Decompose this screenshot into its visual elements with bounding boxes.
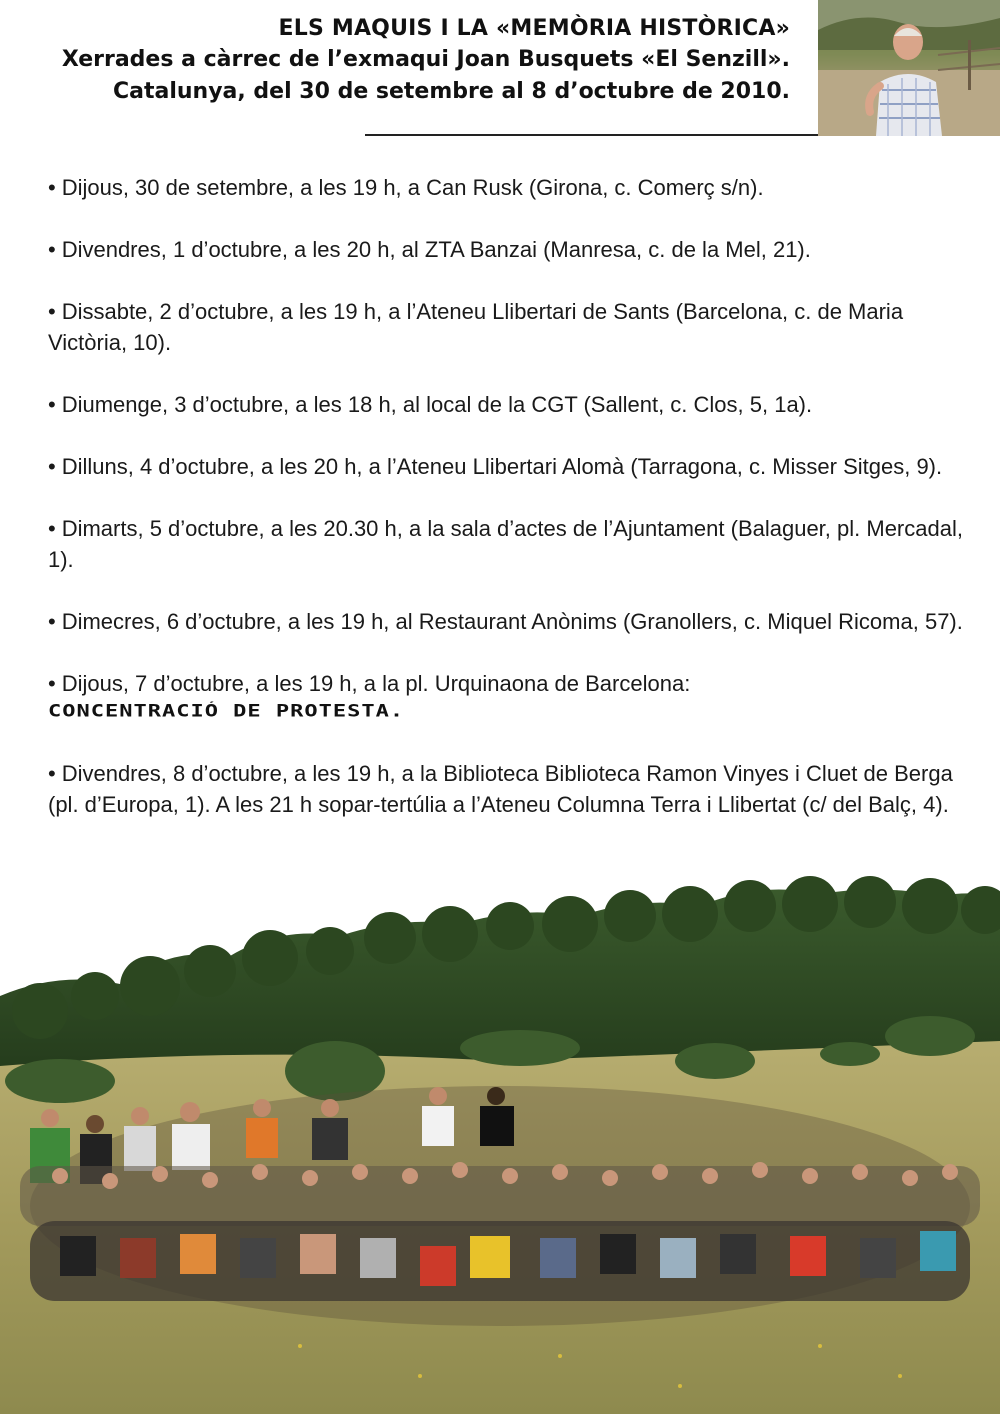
event-item xyxy=(48,606,978,637)
event-text: Diumenge, 3 d’octubre, a les 18 h, al local de la CGT (Sallent, c. Clos, 5, 1a). xyxy=(61,392,813,417)
bullet: • xyxy=(48,175,56,200)
event-text: Dilluns, 4 d’octubre, a les 20 h, a l’Ateneu Llibertari Alomà (Tarragona, c. Misser Sitges, 9). xyxy=(61,454,943,479)
event-item xyxy=(48,172,978,203)
bullet: • xyxy=(48,761,56,786)
group-photo xyxy=(0,876,1000,1414)
bullet: • xyxy=(48,299,56,324)
event-list xyxy=(48,172,978,851)
bullet: • xyxy=(48,671,56,696)
event-item xyxy=(48,234,978,265)
event-item xyxy=(48,296,978,358)
protest-highlight: CONCENTRACIÓ DE PROTESTA. xyxy=(48,702,405,721)
event-text: Dissabte, 2 d’octubre, a les 19 h, a l’Ateneu Llibertari de Sants (Barcelona, c. de Maria Victòria, 10). xyxy=(48,299,904,355)
event-item xyxy=(48,668,978,727)
bullet: • xyxy=(48,454,56,479)
bullet: • xyxy=(48,516,56,541)
event-item xyxy=(48,513,978,575)
bullet: • xyxy=(48,392,56,417)
poster-title: ELS MAQUIS I LA «MEMÒRIA HISTÒRICA» xyxy=(278,16,790,41)
event-item xyxy=(48,389,978,420)
poster-header xyxy=(0,0,1000,140)
header-text-block xyxy=(62,14,790,108)
event-text: Dijous, 7 d’octubre, a les 19 h, a la pl. Urquinaona de Barcelona: xyxy=(61,671,691,696)
group-photo-illustration xyxy=(0,876,1000,1414)
event-text: Dijous, 30 de setembre, a les 19 h, a Can Rusk (Girona, c. Comerç s/n). xyxy=(61,175,764,200)
event-item xyxy=(48,758,978,820)
header-divider xyxy=(365,134,820,136)
event-text: Dimarts, 5 d’octubre, a les 20.30 h, a la sala d’actes de l’Ajuntament (Balaguer, pl. Mercadal, 1). xyxy=(48,516,963,572)
bullet: • xyxy=(48,237,56,262)
event-item xyxy=(48,451,978,482)
poster-dates: Catalunya, del 30 de setembre al 8 d’octubre de 2010. xyxy=(113,79,790,104)
event-text: Divendres, 1 d’octubre, a les 20 h, al ZTA Banzai (Manresa, c. de la Mel, 21). xyxy=(61,237,811,262)
bullet: • xyxy=(48,609,56,634)
event-text: Divendres, 8 d’octubre, a les 19 h, a la Biblioteca Biblioteca Ramon Vinyes i Cluet de Berga (pl. d’Europa, 1). A les 21 h sopar-tertúlia a l’Ateneu Columna Terra i Llibertat (c/ del Balç, 4). xyxy=(48,761,953,817)
speaker-portrait-photo xyxy=(818,0,1000,136)
event-text: Dimecres, 6 d’octubre, a les 19 h, al Restaurant Anònims (Granollers, c. Miquel Ricoma, 57). xyxy=(61,609,963,634)
speaker-portrait-illustration xyxy=(818,0,1000,136)
poster-subtitle: Xerrades a càrrec de l’exmaqui Joan Busquets «El Senzill». xyxy=(61,47,790,72)
